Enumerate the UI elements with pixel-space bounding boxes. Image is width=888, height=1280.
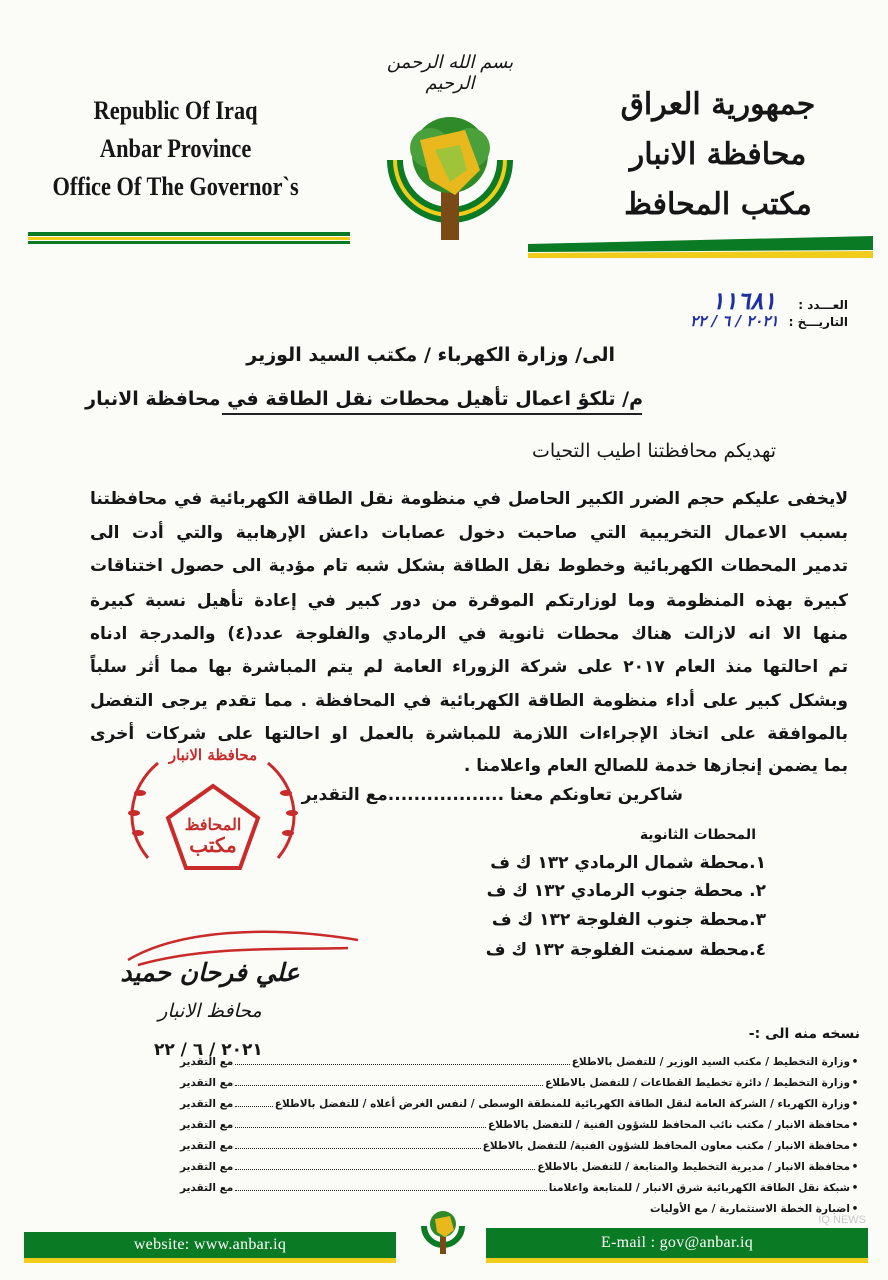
copy-row-5 [180,1134,860,1152]
letterhead-ar-line-1: جمهورية العراق [620,87,816,122]
body-line-8: بالموافقة على اتخاذ الإجراءات اللازمة للمباشرة بالعمل او احالتها على شركات أخرى [90,724,848,744]
letter-thanks: شاكرين تعاونكم معنا ..................مع التقدير [301,785,683,805]
ref-number-label: العـــدد : [798,298,848,312]
footer-email: E-mail : gov@anbar.iq [600,1234,754,1251]
copy-note: مع التقدير [180,1182,234,1194]
ref-number-value: ١١٦٨١ [711,286,777,315]
body-line-7: وبشكل كبير على أداء منظومة الطاقة الكهربائية في المحافظة . مما تقدم يرجى التفضل [90,691,848,711]
copy-note: مع التقدير [180,1119,234,1131]
footer-email-bar [486,1228,868,1258]
signature-date: ٢٠٢١ / ٦ / ٢٢ [154,1040,263,1060]
body-line-5: منها الا انه لازالت هناك محطات ثانوية في الرمادي والفلوجة عدد(٤) والمدرجة ادناه [90,624,848,644]
copy-recipient: محافظة الانبار / مديرية التخطيط والمتابعة / للتفضل بالاطلاع [537,1161,850,1173]
copy-note: مع التقدير [180,1077,234,1089]
footer-stripe-right [486,1258,868,1263]
copy-note: مع التقدير [180,1056,234,1068]
copy-recipient: وزارة الكهرباء / الشركة العامة لنقل الطاقة الكهربائية للمنطقة الوسطى / لنفس الغرض أعلاه / للتفضل بالاطلاع [274,1098,850,1110]
dotted-leader [235,1190,547,1191]
copy-recipient: اضبارة الخطة الاستثمارية / مع الأوليات [649,1203,850,1215]
copy-recipient: شبكة نقل الطاقة الكهربائية شرق الانبار / للمتابعة واعلامنا [548,1182,850,1194]
english-letterhead [38,92,313,206]
copy-recipient: وزارة التخطيط / دائرة تخطيط القطاعات / للتفضل بالاطلاع [545,1077,850,1089]
bullet: • [851,1161,859,1173]
letterhead-en-line-3: Office Of The Governor`s [52,172,299,201]
copy-row-3 [180,1092,860,1110]
bullet: • [851,1203,859,1215]
dotted-leader [235,1064,569,1065]
station-item-1: ١.محطة شمال الرمادي ١٣٢ ك ف [490,853,766,873]
ref-date-row [690,312,848,330]
subject-underline [222,413,642,415]
copy-recipient: محافظة الانبار / مكتب معاون المحافظ للشؤون الفنية/ للتفضل بالاطلاع [482,1140,850,1152]
dotted-leader [235,1148,480,1149]
copy-note: مع التقدير [180,1140,234,1152]
copy-recipient: وزارة التخطيط / مكتب السيد الوزير / للتفضل بالاطلاع [571,1056,850,1068]
bullet: • [851,1119,859,1131]
signatory-name: علي فرحان حميد [120,958,300,987]
copy-recipient: محافظة الانبار / مكتب نائب المحافظ للشؤون الفنية / للتفضل بالاطلاع [487,1119,850,1131]
header-stripe-left [28,232,350,246]
ref-date-value: ٢٠٢١ / ٦ / ٢٢ [690,312,779,330]
letterhead-ar-line-3: مكتب المحافظ [624,187,812,222]
dotted-leader [235,1085,543,1086]
stamp-inner-line-2: مكتب [189,833,237,857]
copy-note: مع التقدير [180,1161,234,1173]
body-line-6: تم احالتها منذ العام ٢٠١٧ على شركة الزوراء العامة لم يتم المباشرة بها مما أثر سلباً [90,657,848,677]
basmala: بسم الله الرحمن الرحيم [386,52,514,94]
bullet: • [851,1056,859,1068]
body-line-4: كبيرة بهذه المنظومة وما لوزارتكم الموقرة من دور كبير في إعادة تأهيل نسبة كبيرة [90,591,848,611]
official-stamp-icon [118,738,308,888]
bullet: • [851,1098,859,1110]
body-line-1: لايخفى عليكم حجم الضرر الكبير الحاصل في منظومة نقل الطاقة الكهربائية في محافظتنا [90,489,848,509]
station-item-3: ٣.محطة جنوب الفلوجة ١٣٢ ك ف [491,910,766,930]
letterhead-en-line-1: Republic Of Iraq [93,96,258,125]
copies-title: نسخه منه الى :- [748,1026,860,1042]
bullet: • [851,1182,859,1194]
letter-subject: م/ تلكؤ اعمال تأهيل محطات نقل الطاقة في محافظة الانبار [85,388,643,410]
copy-row-7 [180,1176,860,1194]
bullet: • [851,1140,859,1152]
stations-title: المحطات الثانوية [639,827,756,843]
signatory-title: محافظ الانبار [158,1000,262,1022]
copy-note: مع التقدير [180,1098,234,1110]
station-item-4: ٤.محطة سمنت الفلوجة ١٣٢ ك ف [485,940,766,960]
header-stripe-right [528,236,873,266]
body-line-2: بسبب الاعمال التخريبية التي صاحبت دخول عصابات داعش الإرهابية والتي أدت الى [90,523,848,543]
arabic-letterhead [588,80,848,230]
footer-website-bar [24,1232,396,1258]
letter-greeting: تهديكم محافظتنا اطيب التحيات [532,440,776,462]
station-item-2: ٢. محطة جنوب الرمادي ١٣٢ ك ف [486,881,766,901]
dotted-leader [235,1106,273,1107]
bullet: • [851,1077,859,1089]
watermark: IQ NEWS [818,1214,866,1226]
letter-recipient: الى/ وزارة الكهرباء / مكتب السيد الوزير [246,344,615,366]
footer-stripe-left [24,1258,396,1263]
copy-row-1 [180,1050,860,1068]
anbar-emblem-icon [375,100,525,260]
footer-website: website: www.anbar.iq [133,1236,287,1253]
copy-row-8 [560,1197,860,1215]
ref-number-row [712,286,848,315]
copy-row-2 [180,1071,860,1089]
copy-row-6 [180,1155,860,1173]
dotted-leader [235,1127,486,1128]
letterhead-en-line-2: Anbar Province [99,134,252,163]
stamp-outer-text: محافظة الانبار [168,746,258,764]
body-line-3: تدمير المحطات الكهربائية وخطوط نقل الطاقة بشكل شبه تام مؤدية الى حصول اختناقات [90,556,848,576]
footer-emblem-icon [418,1204,468,1260]
letterhead-ar-line-2: محافظة الانبار [629,137,807,172]
body-line-9: بما يضمن إنجازها خدمة للصالح العام واعلامنا . [463,756,848,776]
ref-date-label: التاريـــخ : [788,315,848,329]
copy-row-4 [180,1113,860,1131]
stamp-inner-line-1: المحافظ [184,815,242,834]
dotted-leader [235,1169,535,1170]
